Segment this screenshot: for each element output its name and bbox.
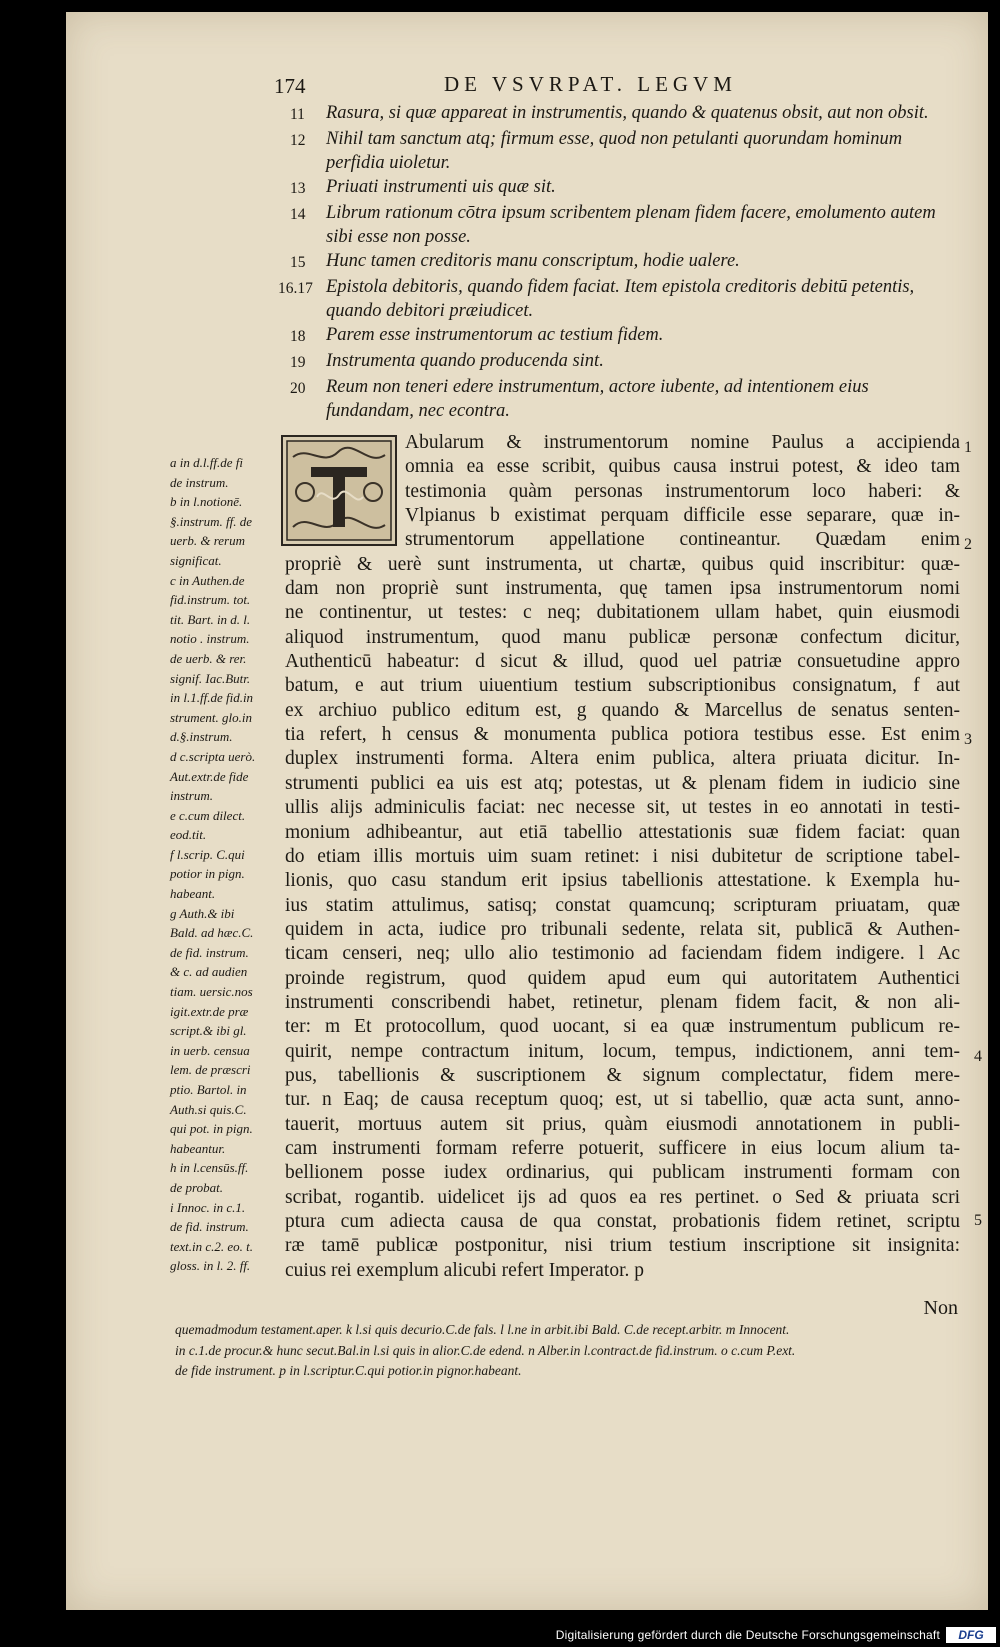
- footer-credit: Digitalisierung gefördert durch die Deutsche Forschungsgemeinschaft: [555, 1628, 940, 1642]
- margin-note-line: igit.extr.de præ: [170, 1003, 249, 1019]
- margin-note-line: potior in pign.: [170, 866, 245, 882]
- body-line: dam non propriè sunt instrumenta, quę tamen ipsa instrumentorum nomi: [285, 578, 960, 600]
- summary-text: Instrumenta quando producenda sint.: [326, 351, 604, 371]
- margin-note-line: habeant.: [170, 886, 216, 902]
- body-line: cam instrumenti formam referre potuerit, sufficere in eius locum alium ta-: [285, 1137, 960, 1159]
- margin-note-line: notio . instrum.: [170, 631, 250, 647]
- margin-note-line: f l.scrip. C.qui: [170, 846, 245, 862]
- margin-note-line: fid.instrum. tot.: [170, 592, 251, 608]
- body-line: strumentorum appellatione contineantur. Quædam enim: [405, 529, 960, 551]
- body-line: quidem in acta, iudice pro tribunali sedente, relata sit, publicā & Authen-: [285, 918, 960, 940]
- margin-note-line: d c.scripta uerò.: [170, 748, 256, 764]
- margin-note-line: b in l.notionē.: [170, 494, 243, 510]
- margin-note-line: de probat.: [170, 1179, 223, 1195]
- margin-note-line: c in Authen.de: [170, 572, 245, 588]
- summary-number: 16.17: [278, 280, 313, 297]
- dfg-logo-icon: DFG: [946, 1627, 996, 1643]
- body-line: batum, e aut trium uiuentium testium subscriptionibus consignatum, f aut: [285, 675, 960, 697]
- margin-note-line: de instrum.: [170, 474, 229, 490]
- margin-note-line: de fid. instrum.: [170, 944, 249, 960]
- summary-number: 15: [290, 254, 306, 271]
- margin-note-line: tit. Bart. in d. l.: [170, 611, 251, 627]
- chapter-summary: [278, 101, 950, 423]
- margin-notes: [170, 453, 290, 1276]
- body-line: ter: m Et protocollum, quod uocant, si ea quæ instrumentum publicum re-: [285, 1016, 960, 1038]
- body-line: instrumenti conscribendi habet, retinetur, plenam fidem facit, & non ali-: [285, 991, 960, 1013]
- summary-number: 13: [290, 180, 306, 197]
- body-line: testimonia quàm personas instrumentorum loco haberi: &: [405, 480, 960, 502]
- margin-note-line: uerb. & rerum: [170, 533, 245, 549]
- body-line: Vlpianus b existimat perquam difficile esse separare, quæ in-: [405, 505, 960, 527]
- digitization-footer: [0, 1625, 1000, 1647]
- body-line: bellionem posse iudex ordinarius, qui publicam instrumenti formam con: [285, 1162, 960, 1184]
- margin-note-line: Auth.si quis.C.: [170, 1101, 247, 1117]
- page-number: 174: [274, 74, 306, 98]
- margin-note-line: significat.: [170, 552, 222, 568]
- section-number: 1: [964, 439, 972, 456]
- body-line: aliquod instrumentum, quod manu publicæ personæ confectum dicitur,: [285, 626, 960, 648]
- margin-note-line: Bald. ad hæc.C.: [170, 925, 254, 941]
- margin-note-line: ptio. Bartol. in: [170, 1082, 247, 1097]
- body-line: ptura cum adiecta causa de qua constat, probationis fidem retinet, scriptu: [285, 1211, 960, 1232]
- body-line: monium adhibeantur, aut etiā tabellio attestationis suæ fidem faciat: quan: [285, 821, 960, 843]
- body-line: ræ tamē publicæ postponitur, nisi trium testium inscriptione sit insignita:: [285, 1235, 960, 1257]
- margin-note-line: signif. Iac.Butr.: [170, 670, 251, 686]
- margin-note-line: d.§.instrum.: [170, 729, 233, 745]
- book-page: [66, 12, 988, 1610]
- body-line: ex archiuo publico editum est, g quando & Marcellus de senatus senten-: [285, 699, 960, 721]
- body-line: ne continentur, ut testes: c neq; dubitationem ullam habet, quin eiusmodi: [285, 602, 960, 624]
- margin-note-line: h in l.censūs.ff.: [170, 1160, 249, 1176]
- summary-text: Priuati instrumenti uis quæ sit.: [326, 177, 556, 197]
- body-line: do etiam illis mortuis uim suam retinet: i nisi dubitetur de scriptione tabel-: [285, 845, 960, 867]
- body-line: ullis alijs adminiculis faciat: nec necesse sit, ut testes in eo annotati in testi-: [285, 797, 960, 819]
- body-line: Authenticū habeatur: d sicut & illud, quod uel patriæ consuetudine appro: [285, 651, 960, 673]
- summary-item: [290, 101, 950, 127]
- margin-note-line: instrum.: [170, 788, 213, 804]
- margin-note-line: lem. de præscri: [170, 1062, 251, 1078]
- bottom-note-line: de fide instrument. p in l.scriptur.C.qui potior.in pignor.habeant.: [175, 1363, 522, 1378]
- margin-note-line: & c. ad audien: [170, 964, 248, 980]
- summary-text: Reum non teneri edere instrumentum, actore iubente, ad intentionem eius fundandam, nec econtra.: [326, 377, 869, 421]
- margin-note-line: Aut.extr.de fide: [170, 768, 249, 784]
- margin-note-line: tiam. uersic.nos: [170, 984, 253, 1000]
- running-head: DE VSVRPAT. LEGVM: [444, 72, 737, 96]
- margin-note-line: habeantur.: [170, 1140, 226, 1156]
- catchword: Non: [923, 1297, 958, 1319]
- section-number: 3: [964, 731, 972, 748]
- section-number: 4: [974, 1048, 982, 1065]
- margin-note-line: script.& ibi gl.: [170, 1023, 247, 1039]
- body-line: proinde registrum, quod quidem apud eum qui autoritatem Authentici: [285, 967, 960, 989]
- margin-note-line: a in d.l.ff.de fi: [170, 455, 243, 470]
- margin-note-line: e c.cum dilect.: [170, 807, 246, 823]
- body-line: omnia ea esse scribit, quibus causa instrui potest, & ideo tam: [405, 456, 960, 478]
- margin-note-line: qui pot. in pign.: [170, 1121, 253, 1137]
- summary-number: 19: [290, 354, 306, 371]
- margin-note-line: eod.tit.: [170, 827, 207, 843]
- summary-item: [290, 127, 950, 175]
- margin-note-line: i Innoc. in c.1.: [170, 1199, 246, 1215]
- body-line: tia refert, h census & monumenta publica potiora testibus esse. Est enim: [285, 724, 960, 746]
- summary-text: Nihil tam sanctum atq; firmum esse, quod non petulanti quorundam hominum perfidia uioletur.: [326, 129, 903, 173]
- summary-number: 12: [290, 132, 306, 149]
- bottom-notes: [175, 1320, 975, 1382]
- summary-item: [290, 349, 950, 375]
- section-number: 2: [964, 536, 972, 553]
- summary-text: Librum rationum cōtra ipsum scribentem plenam fidem facere, emolumento autem sibi esse non posse.: [326, 203, 936, 247]
- summary-number: 18: [290, 328, 306, 345]
- body-line: scribat, rogantib. uidelicet ijs ad quos ea res pertinet. o Sed & priuata scri: [285, 1186, 960, 1208]
- body-line: Abularum & instrumentorum nomine Paulus a accipienda: [405, 432, 960, 453]
- summary-item: [290, 201, 950, 249]
- summary-item: [290, 175, 950, 201]
- summary-item: [290, 375, 950, 423]
- bottom-note-line: in c.1.de procur.& hunc secut.Bal.in l.si quis in alior.C.de edend. n Alber.in l.contract.de fid.instrum. o c.cum P.ext.: [175, 1342, 796, 1358]
- summary-item: [290, 249, 950, 275]
- summary-text: Rasura, si quæ appareat in instrumentis, quando & quatenus obsit, aut non obsit.: [326, 103, 929, 123]
- body-line: propriè & uerè sunt instrumenta, ut chartæ, quibus quid inscribitur: quæ-: [285, 553, 960, 575]
- summary-text: Epistola debitoris, quando fidem faciat. Item epistola creditoris debitū petentis, quando debitori præiudicet.: [326, 277, 915, 321]
- body-text: [285, 431, 960, 1283]
- margin-note-line: text.in c.2. eo. t.: [170, 1238, 254, 1254]
- summary-number: 20: [290, 380, 306, 397]
- margin-note-line: gloss. in l. 2. ff.: [170, 1258, 251, 1274]
- summary-item: [290, 323, 950, 349]
- margin-note-line: de uerb. & rer.: [170, 650, 247, 666]
- section-number: 5: [974, 1212, 982, 1229]
- body-line: tauerit, mortuus autem sit prius, quàm eiusmodi annotationem in publi-: [285, 1113, 960, 1135]
- margin-note-line: de fid. instrum.: [170, 1219, 249, 1235]
- summary-item: [278, 275, 950, 323]
- summary-number: 11: [290, 106, 305, 123]
- body-line: duplex instrumenti forma. Altera enim publica, altera priuata dicitur. In-: [285, 748, 960, 770]
- margin-note-line: §.instrum. ff. de: [170, 513, 252, 529]
- body-line: quirit, nempe contractum initum, locum, tempus, indictionem, anni tem-: [285, 1040, 960, 1062]
- summary-number: 14: [290, 206, 306, 223]
- body-line: lionis, quo casu standum erit ipsius tabellionis attestatione. k Exempla hu-: [285, 870, 960, 892]
- margin-note-line: in uerb. censua: [170, 1042, 250, 1058]
- summary-text: Hunc tamen creditoris manu conscriptum, hodie ualere.: [326, 251, 740, 271]
- bottom-note-line: quemadmodum testament.aper. k l.si quis decurio.C.de fals. l l.ne in arbit.ibi Bald. C.de recept.arbitr. m Innocent.: [175, 1322, 790, 1337]
- margin-note-line: g Auth.& ibi: [170, 905, 235, 921]
- margin-note-line: in l.1.ff.de fid.in: [170, 690, 254, 706]
- margin-note-line: strument. glo.in: [170, 709, 252, 725]
- body-line: pus, tabellionis & suscriptionem & signum complectatur, fidem mere-: [285, 1064, 960, 1086]
- body-line: tur. n Eaq; de causa receptum quoq; est, ut si tabellio, quæ acta sunt, anno-: [285, 1089, 960, 1111]
- summary-text: Parem esse instrumentorum ac testium fidem.: [326, 325, 664, 345]
- body-line: strumenti publici ea uis est atq; potestas, ut & plenam fidem in iudicio sine: [285, 772, 960, 794]
- body-line: ticam censeri, neq; ullo alio testimonio ad faciendam fidem indigere. l Ac: [285, 943, 960, 965]
- body-line: ius statim attulimus, satisq; constat quamcunq; scripturam priuatam, quæ: [285, 894, 960, 916]
- body-line: cuius rei exemplum alicubi refert Imperator. p: [285, 1259, 644, 1281]
